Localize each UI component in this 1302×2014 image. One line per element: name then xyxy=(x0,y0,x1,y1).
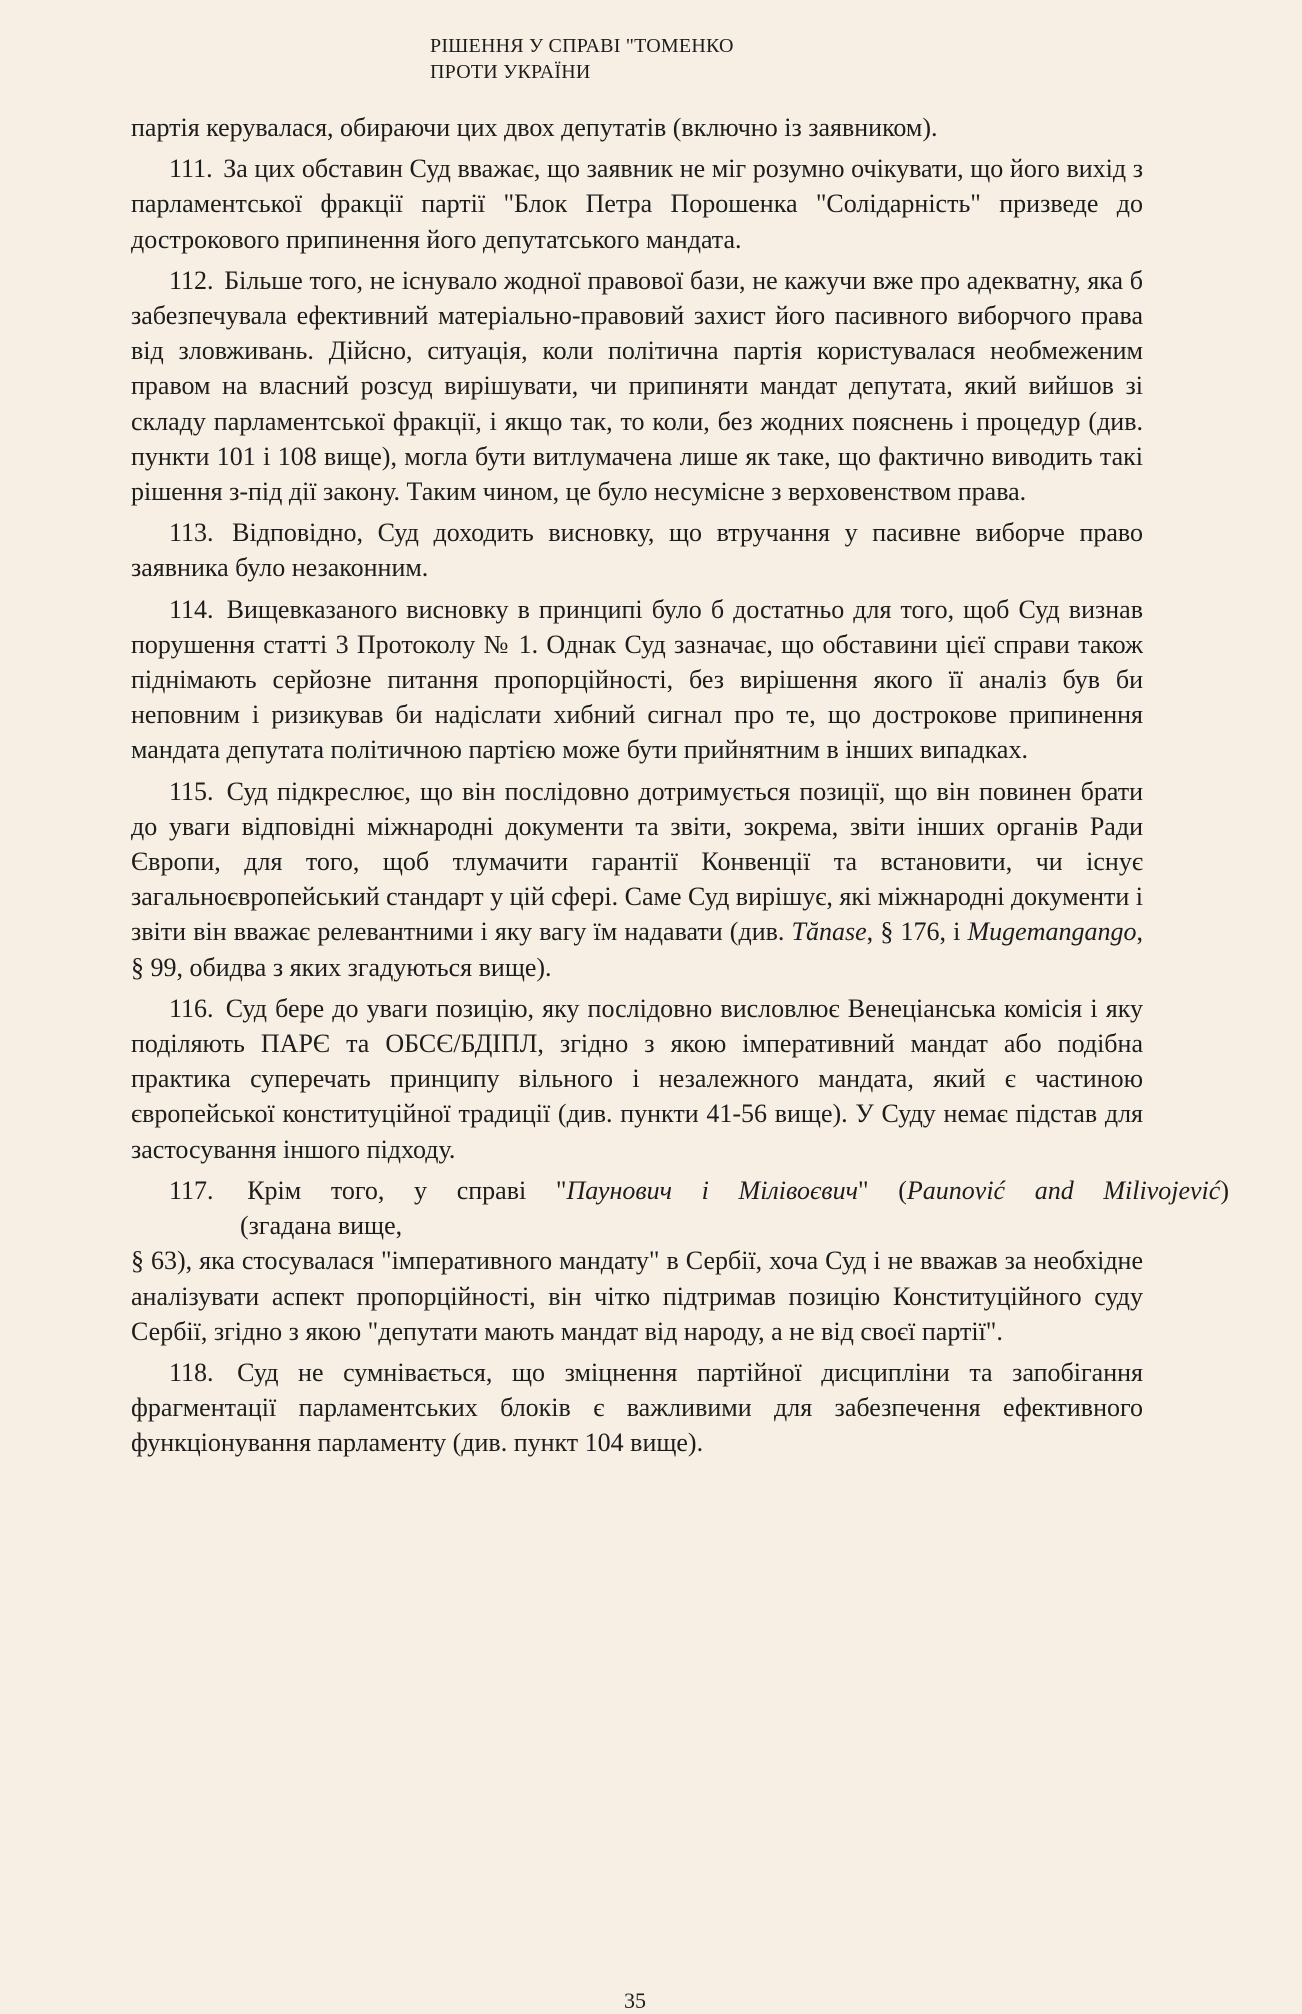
paragraph-text: , § 176, і xyxy=(866,917,968,947)
paragraph-continuation: партія керувалася, обираючи цих двох депутатів (включно із заявником). xyxy=(131,113,938,142)
paragraph-text: Відповідно, Суд доходить висновку, що втручання у пасивне виборче право заявника було незаконним. xyxy=(131,518,1144,583)
paragraph-118 xyxy=(131,1355,1143,1461)
paragraph-text: " ( xyxy=(857,1175,907,1205)
paragraph-117 xyxy=(131,1173,1229,1349)
paragraph-112 xyxy=(131,263,1143,509)
paragraph-number: 114. xyxy=(169,594,214,624)
page-number: 35 xyxy=(624,1988,646,2013)
paragraph-text: Вищевказаного висновку в принципі було б достатньо для того, щоб Суд визнав порушення статті 3 Протоколу № 1. Однак Суд зазначає, що обставини цієї справи також піднімають серйозне питання пропорційності, без вирішення якого її аналіз був би неповним і ризикував би надіслати хибний сигнал про те, що дострокове припинення мандата депутата політичною партією може бути прийнятним в інших випадках. xyxy=(131,594,1143,765)
paragraph-117-continuation: § 63), яка стосувалася "імперативного мандату" в Сербії, хоча Суд і не вважав за необхідне аналізувати аспект пропорційності, він чітко підтримав позицію Конституційного суду Сербії, згідно з якою "депутати мають мандат від народу, а не від своєї партії". xyxy=(131,1246,1143,1346)
header-line-2: ПРОТИ УКРАЇНИ xyxy=(430,61,591,83)
paragraph-114 xyxy=(131,592,1143,768)
paragraph-number: 117. xyxy=(169,1175,214,1205)
paragraph-115 xyxy=(131,774,1143,985)
paragraph-number: 118. xyxy=(169,1357,214,1387)
paragraph-text: Суд підкреслює, що він послідовно дотримується позиції, що він повинен брати до уваги відповідні міжнародні документи та звіти, зокрема, звіти інших органів Ради Європи, для того, щоб тлумачити гарантії Конвенції та встановити, чи існує загальноєвропейський стандарт у цій сфері. Саме Суд вирішує, які міжнародні документи і звіти він вважає релевантними і яку вагу їм надавати (див. xyxy=(131,776,1143,947)
running-header xyxy=(430,33,734,85)
paragraph-117-first-line xyxy=(169,1173,1229,1208)
paragraph-116 xyxy=(131,991,1143,1167)
paragraph-text: ) xyxy=(1220,1175,1229,1205)
paragraph-number: 111. xyxy=(169,154,213,184)
paragraph-text: Більше того, не існувало жодної правової бази, не кажучи вже про адекватну, яка б забезпечувала ефективний матеріально-правовий захист його пасивного виборчого права від зловживань. Дійсно, ситуація, коли політична партія користувалася необмеженим правом на власний розсуд вирішувати, чи припиняти мандат депутата, який вийшов зі складу парламентської фракції, і якщо так, то коли, без жодних пояснень і процедур (див. пункти 101 і 108 вище), могла бути витлумачена лише як таке, що фактично виводить такі рішення з-під дії закону. Таким чином, це було несумісне з верховенством права. xyxy=(131,265,1143,507)
paragraph-113 xyxy=(131,515,1143,585)
paragraph-111 xyxy=(131,151,1143,257)
paragraph-number: 113. xyxy=(169,518,214,548)
paragraph-text: За цих обставин Суд вважає, що заявник не міг розумно очікувати, що його вихід з парламентської фракції партії "Блок Петра Порошенка "Солідарність" призведе до дострокового припинення його депутатського мандата. xyxy=(131,154,1143,254)
case-citation: Паунович і Мілівоєвич xyxy=(566,1175,858,1205)
case-citation: Tănase xyxy=(791,917,867,947)
paragraph-text: Крім того, у справі " xyxy=(247,1175,567,1205)
case-citation: Mugemangango xyxy=(967,917,1137,947)
paragraph-text: Суд бере до уваги позицію, яку послідовно висловлює Венеціанська комісія і яку поділяють ПАРЄ та ОБСЄ/БДІПЛ, згідно з якою імперативний мандат або подібна практика суперечать принципу вільного і незалежного мандата, який є частиною європейської конституційної традиції (див. пункти 41-56 вище). У Суду немає підстав для застосування іншого підходу. xyxy=(131,993,1143,1164)
document-body xyxy=(131,110,1229,1467)
paragraph-number: 112. xyxy=(169,265,214,295)
paragraph-number: 116. xyxy=(169,993,214,1023)
case-citation: Paunović and Milivojević xyxy=(906,1175,1221,1205)
paragraph-117-second-line: (згадана вище, xyxy=(240,1211,403,1241)
paragraph-text: Суд не сумнівається, що зміцнення партійної дисципліни та запобігання фрагментації парламентських блоків є важливими для забезпечення ефективного функціонування парламенту (див. пункт 104 вище). xyxy=(131,1357,1143,1458)
paragraph-number: 115. xyxy=(169,776,214,806)
header-line-1: РІШЕННЯ У СПРАВІ "ТОМЕНКО xyxy=(430,35,734,57)
paragraph-text: , § 99, обидва з яких згадуються вище). xyxy=(131,917,1143,982)
